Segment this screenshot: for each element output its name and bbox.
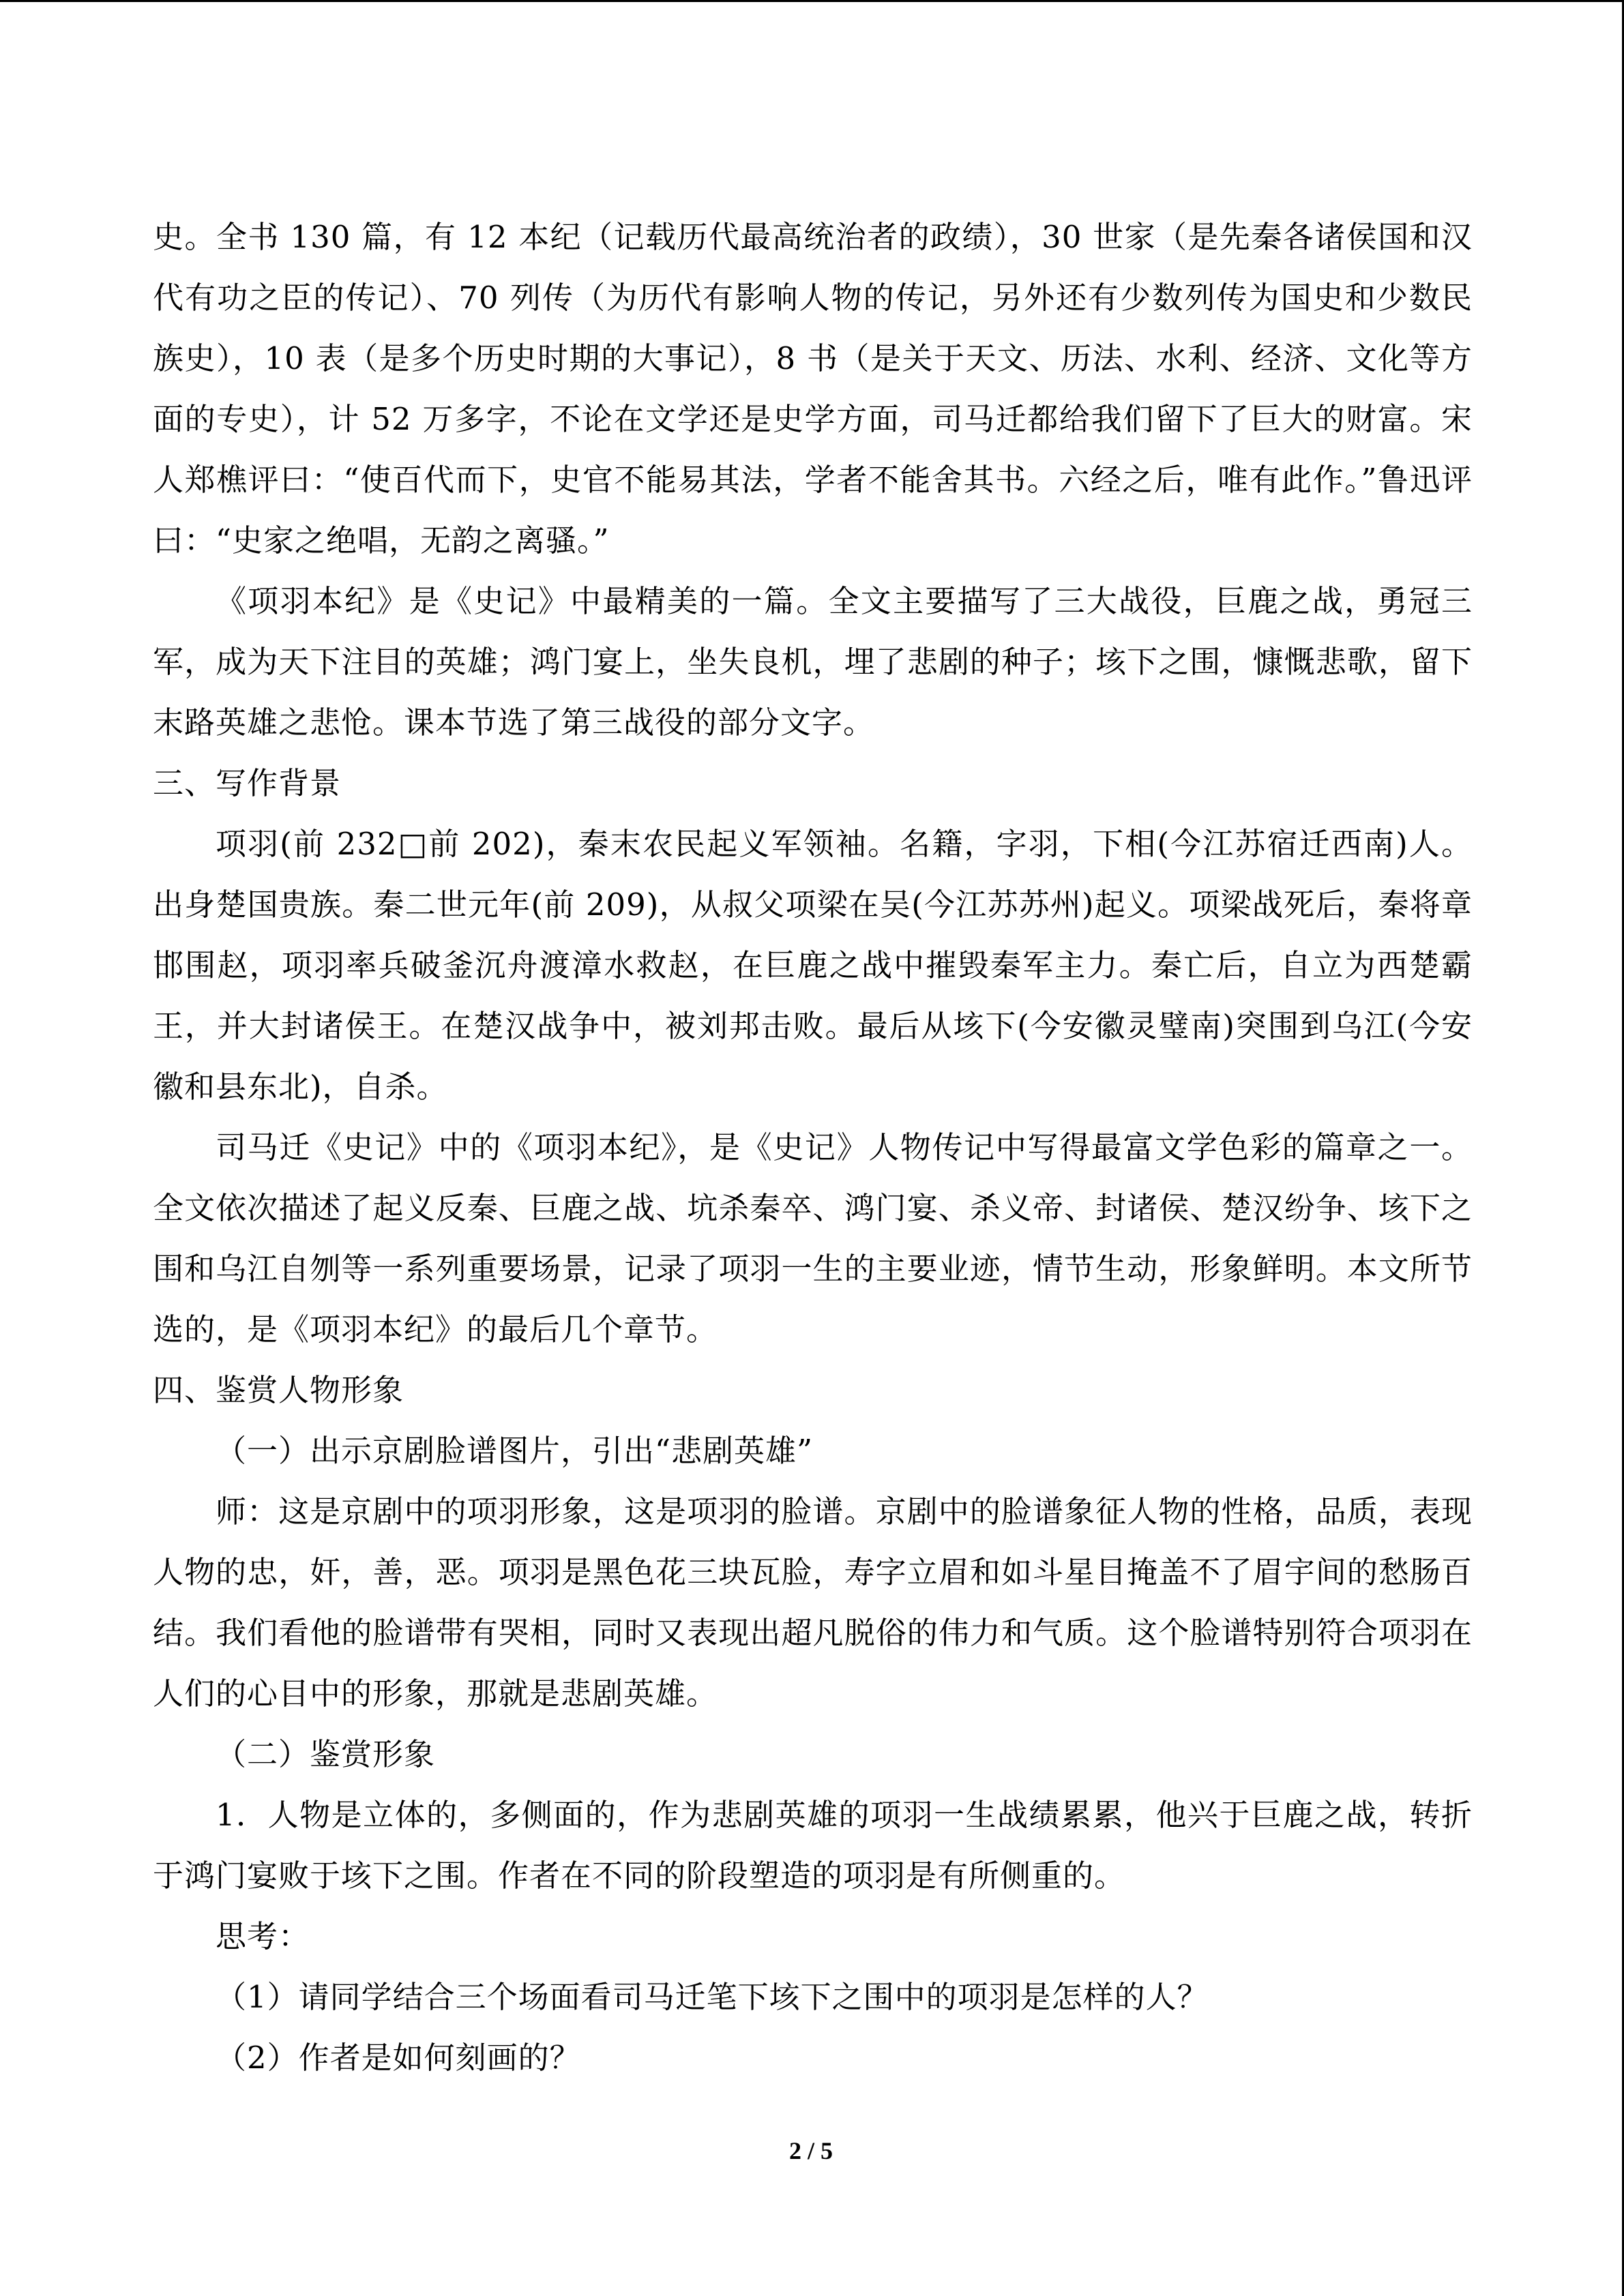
paragraph-xiangyu-bio: 项羽(前 232□前 202)，秦末农民起义军领袖。名籍，字羽，下相(今江苏宿迁西南)人。出身楚国贵族。秦二世元年(前 209)，从叔父项梁在吴(今江苏苏州)起义。项梁战死后，秦将章邯围赵，项羽率兵破釜沉舟渡漳水救赵，在巨鹿之战中摧毁秦军主力。秦亡后，自立为西楚霸王，并大封诸侯王。在楚汉战争中，被刘邦击败。最后从垓下(今安徽灵璧南)突围到乌江(今安徽和县东北)，自杀。: [153, 826, 1473, 1105]
paragraph-benji-summary: 司马迁《史记》中的《项羽本纪》，是《史记》人物传记中写得最富文学色彩的篇章之一。全文依次描述了起义反秦、巨鹿之战、坑杀秦卒、鸿门宴、杀义帝、封诸侯、楚汉纷争、垓下之围和乌江自刎等一系列重要场景，记录了项羽一生的主要业迹，情节生动，形象鲜明。本文所节选的，是《项羽本纪》的最后几个章节。: [153, 1129, 1473, 1347]
paragraph-point-one: 1．人物是立体的，多侧面的，作为悲剧英雄的项羽一生战绩累累，他兴于巨鹿之战，转折于鸿门宴败于垓下之围。作者在不同的阶段塑造的项羽是有所侧重的。: [153, 1797, 1473, 1894]
paragraph-teacher-intro: 师：这是京剧中的项羽形象，这是项羽的脸谱。京剧中的脸谱象征人物的性格，品质，表现人物的忠，奸，善，恶。项羽是黑色花三块瓦脸，寿字立眉和如斗星目掩盖不了眉宇间的愁肠百结。我们看他的脸谱带有哭相，同时又表现出超凡脱俗的伟力和气质。这个脸谱特别符合项羽在人们的心目中的形象，那就是悲剧英雄。: [153, 1493, 1473, 1712]
section-heading-background: 三、写作背景: [153, 765, 342, 801]
question-two: （2）作者是如何刻画的？: [216, 2040, 581, 2076]
paragraph-shiji-overview: 史。全书 130 篇，有 12 本纪（记载历代最高统治者的政绩），30 世家（是先秦各诸侯国和汉代有功之臣的传记）、70 列传（为历代有影响人物的传记，另外还有少数列传为国史和少数民族史），10 表（是多个历史时期的大事记），8 书（是关于天文、历法、水利、经济、文化等方面的专史），计 52 万多字，不论在文学还是史学方面，司马迁都给我们留下了巨大的财富。宋人郑樵评曰：“使百代而下，史官不能易其法，学者不能舍其书。六经之后，唯有此作。”鲁迅评曰：“史家之绝唱，无韵之离骚。”: [153, 219, 1473, 558]
paragraph-think: 思考：: [216, 1918, 310, 1954]
subheading-appreciate: （二）鉴赏形象: [216, 1736, 436, 1772]
section-heading-character: 四、鉴赏人物形象: [153, 1372, 404, 1408]
page-number: 2 / 5: [788, 2137, 833, 2164]
document-body: [153, 207, 1473, 2088]
subheading-opera-mask: （一）出示京剧脸谱图片，引出“悲剧英雄”: [216, 1433, 814, 1469]
paragraph-xiangyu-benji: 《项羽本纪》是《史记》中最精美的一篇。全文主要描写了三大战役，巨鹿之战，勇冠三军，成为天下注目的英雄；鸿门宴上，坐失良机，埋了悲剧的种子；垓下之围，慷慨悲歌，留下末路英雄之悲怆。课本节选了第三战役的部分文字。: [153, 583, 1473, 741]
question-one: （1）请同学结合三个场面看司马迁笔下垓下之围中的项羽是怎样的人？: [216, 1979, 1209, 2015]
